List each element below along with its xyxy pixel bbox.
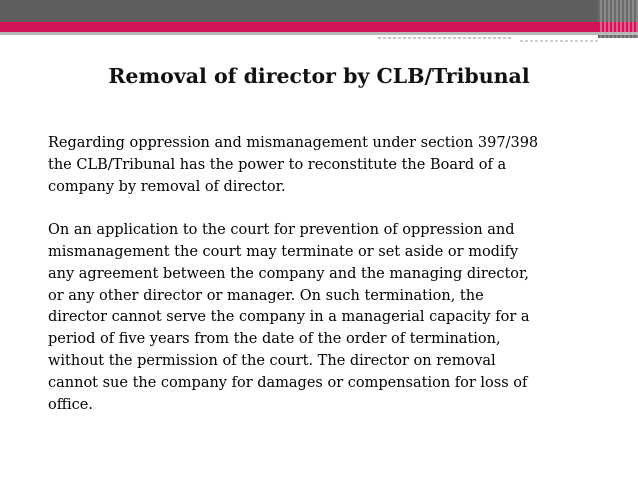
slide-body [48, 133, 608, 416]
header-band-pink-stripes [598, 22, 638, 32]
paragraph-oppression-section: Regarding oppression and mismanagement under section 397/398 the CLB/Tribunal has the power to reconstitute the Board of a company by removal of director. [48, 135, 539, 195]
header-band-gray [0, 0, 638, 22]
header-dotted-line-secondary [520, 40, 600, 42]
header-dotted-line [378, 37, 513, 39]
header-band-pink [0, 22, 598, 32]
slide-title: Removal of director by CLB/Tribunal [108, 64, 530, 88]
paragraph-court-application: On an application to the court for prevention of oppression and mismanagement the court may terminate or set aside or modify any agreement between the company and the managing director, or any other director or manager. On such termination, the director cannot serve the company in a managerial capacity for a period of five years from the date of the order of termination, without the permission of the court. The director on removal cannot sue the company for damages or compensation for loss of office. [48, 222, 530, 413]
header-band-thin [0, 32, 638, 35]
